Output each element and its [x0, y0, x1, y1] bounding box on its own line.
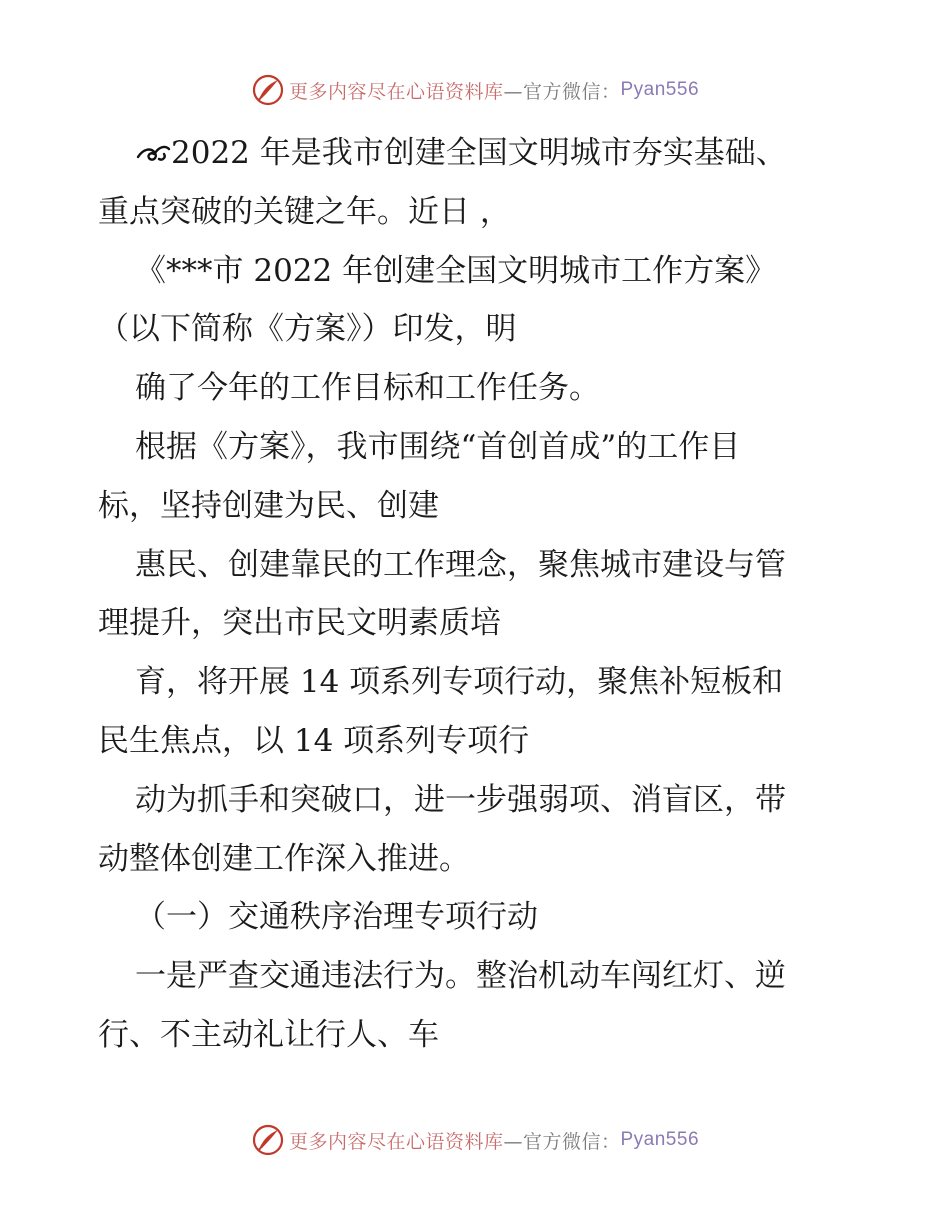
header-watermark [0, 70, 950, 110]
watermark-text-1: 更多内容尽在心语资料库 [288, 1130, 504, 1153]
quill-logo-icon [251, 1123, 285, 1157]
decorative-swirl-icon [135, 137, 171, 167]
document-body [98, 124, 858, 1065]
paragraph-line: 确了今年的工作目标和工作任务。 [135, 370, 600, 407]
paragraph-line: 惠民、创建靠民的工作理念，聚焦城市建设与管 [135, 546, 786, 583]
paragraph-line: 行、不主动礼让行人、车 [98, 1016, 439, 1053]
paragraph-line: 动为抓手和突破口，进一步强弱项、消盲区，带 [135, 781, 786, 818]
watermark-text-2: —官方微信： [503, 80, 621, 103]
paragraph-line: 一是严查交通违法行为。整治机动车闯红灯、逆 [135, 958, 786, 995]
paragraph-line: 动整体创建工作深入推进。 [98, 840, 470, 877]
paragraph-line: 理提升，突出市民文明素质培 [98, 605, 501, 642]
quill-logo-icon [251, 73, 285, 107]
watermark-text-2: —官方微信： [503, 1130, 621, 1153]
paragraph-line: 标，坚持创建为民、创建 [98, 487, 439, 524]
watermark-wechat-id: Pyan556 [620, 1129, 700, 1150]
footer-watermark [0, 1120, 950, 1160]
watermark-text-1: 更多内容尽在心语资料库 [288, 80, 504, 103]
paragraph-line: 根据《方案》，我市围绕“首创首成”的工作目 [135, 428, 741, 465]
paragraph-line: （以下简称《方案》）印发，明 [98, 311, 517, 348]
line-text: 2022 年是我市创建全国文明城市夯实基础、 [171, 135, 787, 171]
paragraph-line: 育，将开展 14 项系列专项行动，聚焦补短板和 [135, 664, 784, 701]
paragraph-line: 民生焦点，以 14 项系列专项行 [98, 722, 530, 759]
watermark-wechat-id: Pyan556 [620, 79, 700, 100]
paragraph-line: 重点突破的关键之年。近日 ， [98, 193, 511, 230]
paragraph-line [98, 124, 858, 183]
section-heading: （一）交通秩序治理专项行动 [135, 899, 538, 936]
paragraph-line: 《***市 2022 年创建全国文明城市工作方案》 [135, 252, 777, 289]
